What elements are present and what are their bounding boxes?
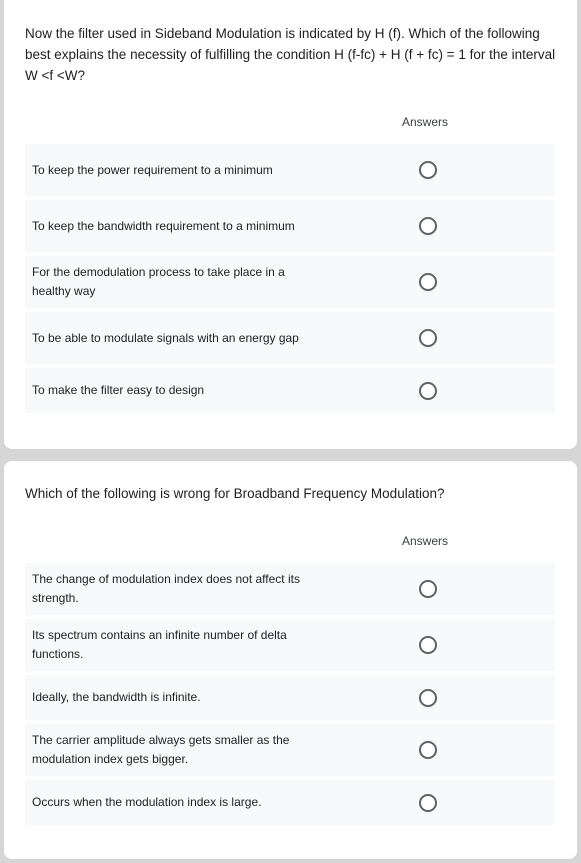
option-row — [25, 312, 555, 364]
radio-button[interactable] — [419, 689, 437, 707]
option-label: Ideally, the bandwidth is infinite. — [32, 690, 201, 704]
options-grid — [25, 144, 555, 417]
option-row — [25, 780, 555, 825]
option-row — [25, 200, 555, 252]
option-label: To be able to modulate signals with an energy gap — [32, 330, 299, 345]
option-row — [25, 619, 555, 671]
option-label: For the demodulation process to take place in a healthy way — [32, 265, 285, 298]
option-label: To keep the power requirement to a minimum — [32, 162, 273, 177]
radio-button[interactable] — [419, 161, 437, 179]
option-row — [25, 724, 555, 776]
radio-button[interactable] — [419, 329, 437, 347]
question-card-2 — [4, 461, 577, 859]
option-label: To make the filter easy to design — [32, 383, 205, 397]
radio-button[interactable] — [419, 580, 437, 598]
option-row — [25, 563, 555, 615]
radio-button[interactable] — [419, 273, 437, 291]
option-row — [25, 256, 555, 308]
option-label: Its spectrum contains an infinite number of delta functions. — [32, 628, 287, 661]
answers-column-header: Answers — [402, 534, 449, 548]
radio-button[interactable] — [419, 217, 437, 235]
option-label: Occurs when the modulation index is large. — [32, 795, 262, 809]
question-card-1 — [4, 0, 577, 449]
radio-button[interactable] — [419, 382, 437, 400]
option-row — [25, 144, 555, 196]
option-label: To keep the bandwidth requirement to a minimum — [32, 218, 295, 233]
option-label: The carrier amplitude always gets smaller as the modulation index gets bigger. — [32, 733, 290, 766]
question-text: Which of the following is wrong for Broadband Frequency Modulation? — [25, 486, 445, 501]
radio-button[interactable] — [419, 741, 437, 759]
option-row — [25, 675, 555, 720]
option-label: The change of modulation index does not affect its strength. — [32, 572, 300, 605]
radio-button[interactable] — [419, 636, 437, 654]
options-grid — [25, 563, 555, 829]
option-row — [25, 368, 555, 413]
question-text: Now the filter used in Sideband Modulation is indicated by H (f). Which of the following best explains the necessity of fulfilling the condition H (f-fc) + H (f + fc) = 1 for the interval W <f <W? — [25, 26, 556, 83]
answers-column-header: Answers — [402, 115, 449, 129]
radio-button[interactable] — [419, 794, 437, 812]
